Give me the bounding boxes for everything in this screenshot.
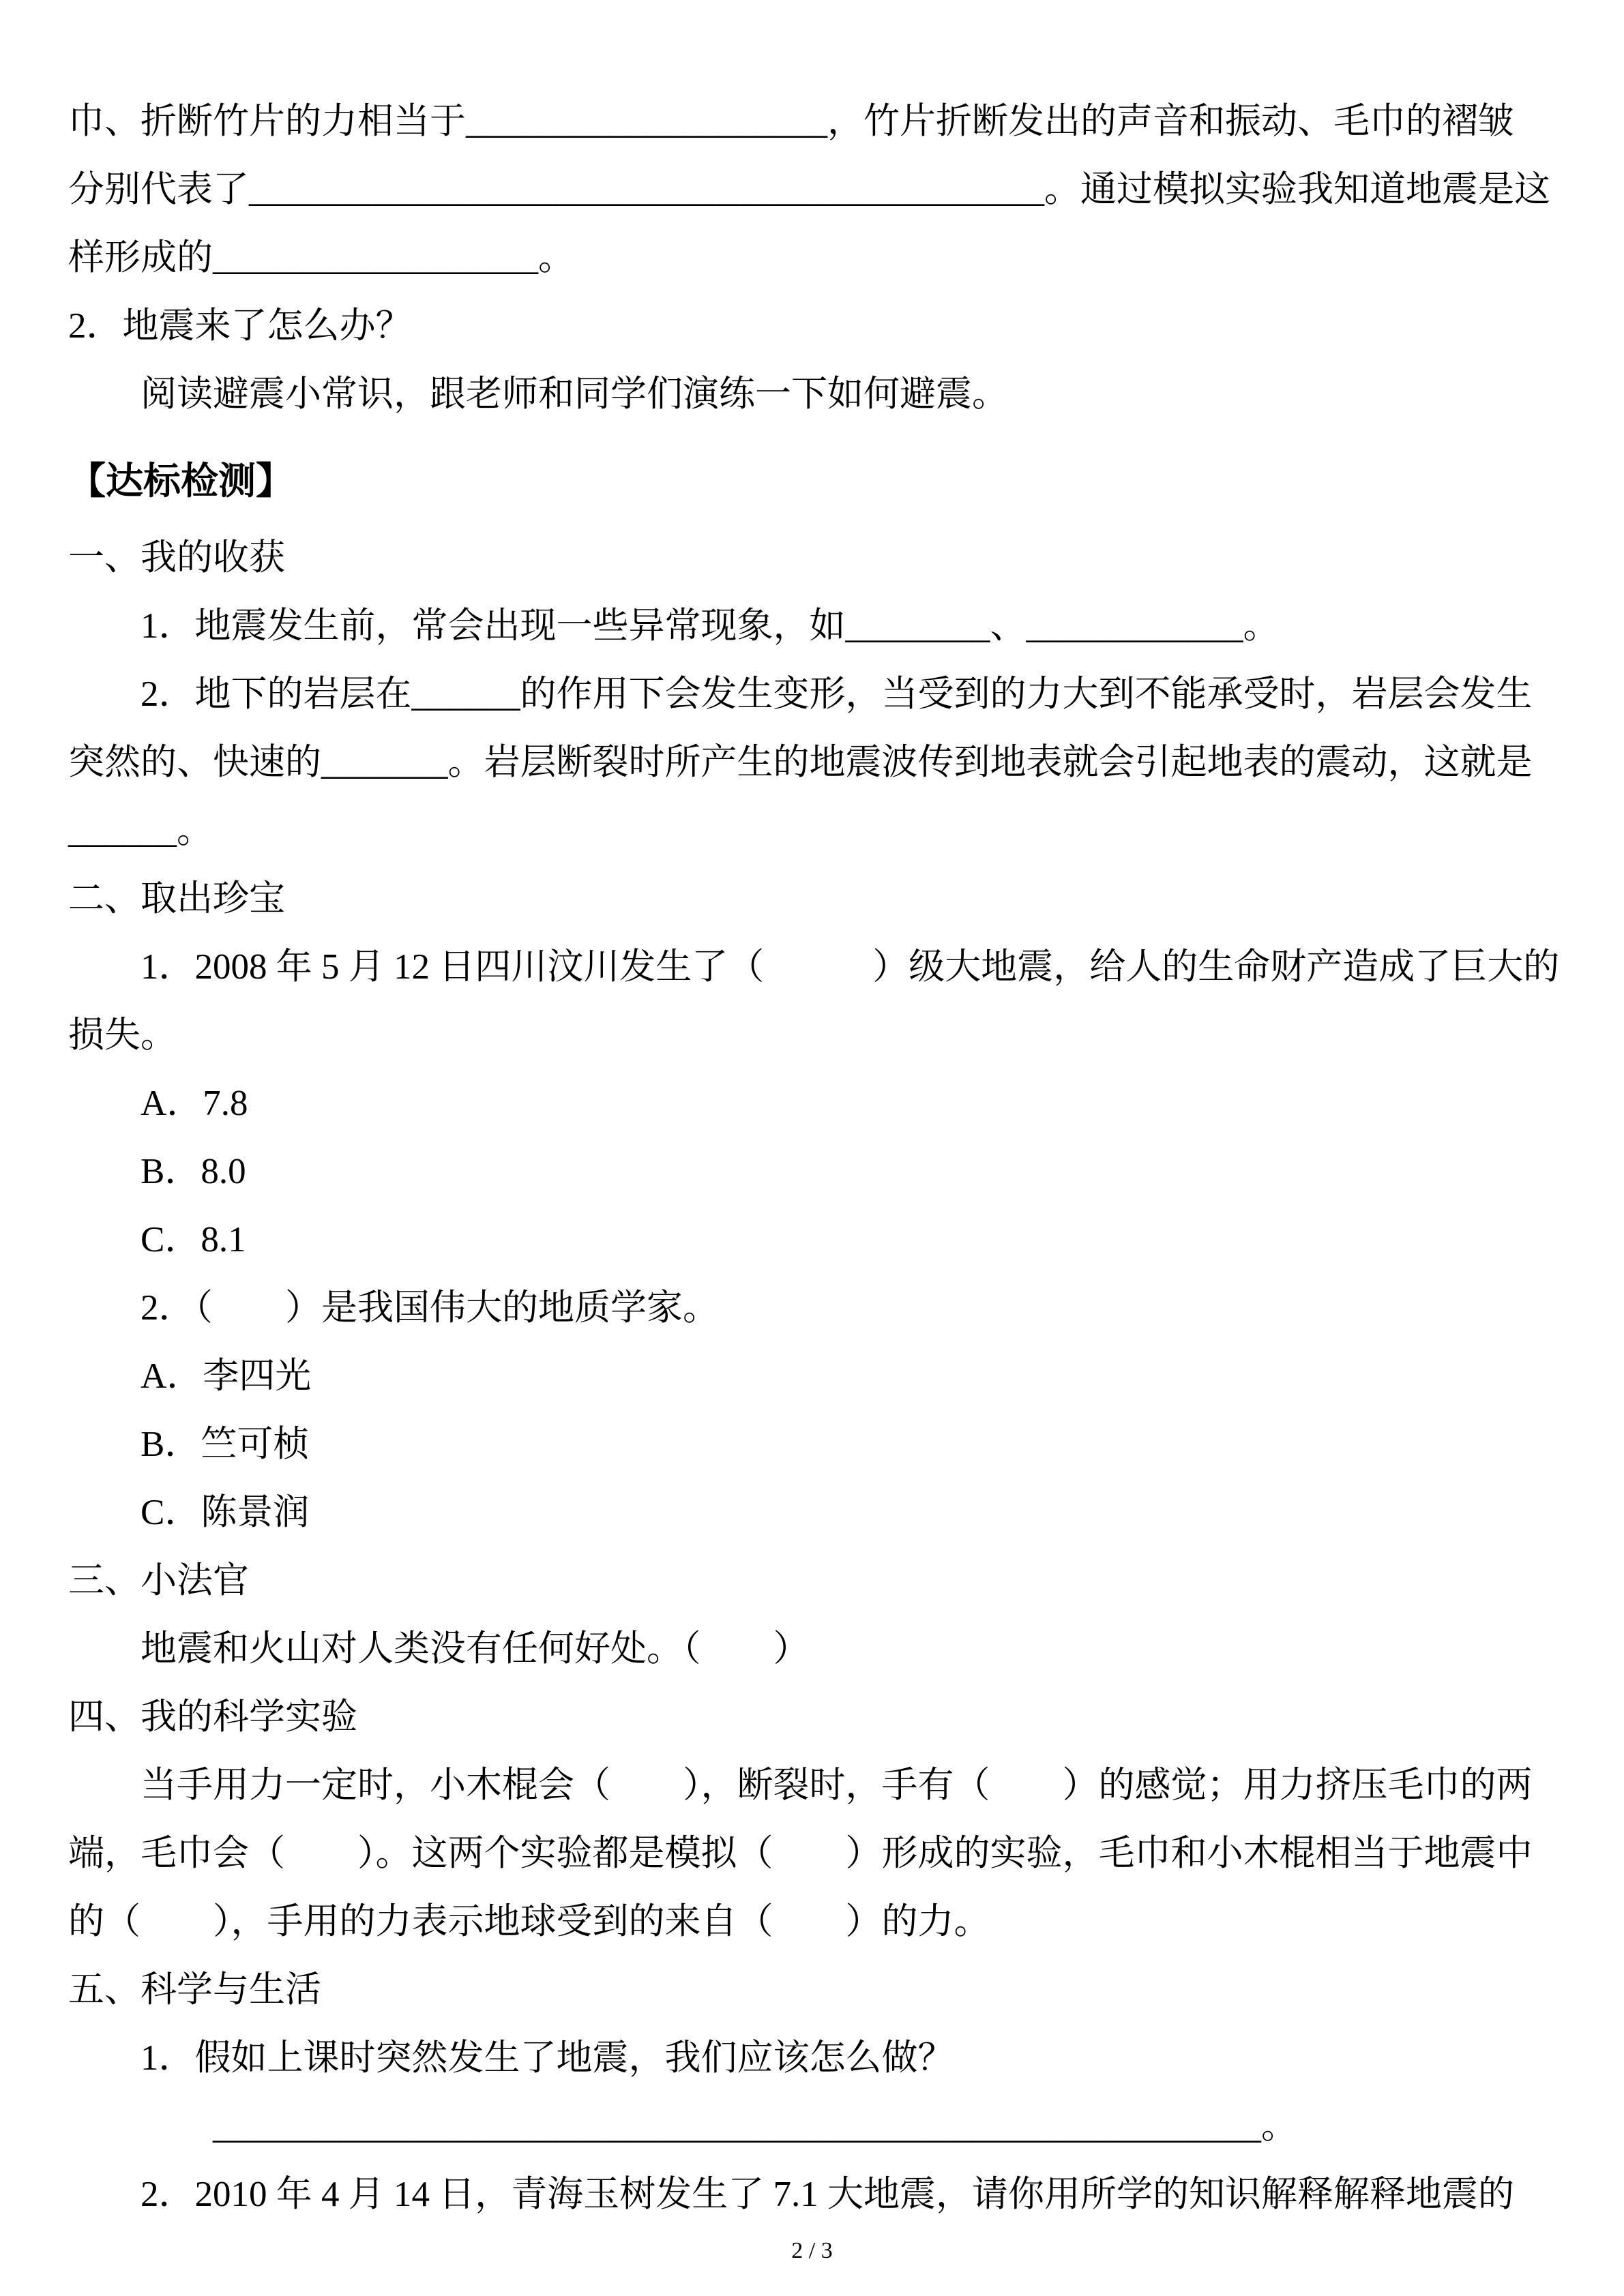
- section-4-line-2: 端，毛巾会（ ）。这两个实验都是模拟（ ）形成的实验，毛巾和小木棍相当于地震中: [68, 1834, 1533, 1873]
- section-4-line-3: 的（ ），手用的力表示地球受到的来自（ ）的力。: [68, 1902, 990, 1941]
- section-1-question-2-line-2: 突然的、快速的_______。岩层断裂时所产生的地震波传到地表就会引起地表的震动，这就是: [68, 743, 1533, 782]
- continued-paragraph-line-2: 分别代表了____________________________________________。通过模拟实验我知道地震是这: [68, 170, 1550, 209]
- section-4-line-1: 当手用力一定时，小木棍会（ ），断裂时，手有（ ）的感觉；用力挤压毛巾的两: [141, 1765, 1533, 1805]
- continued-paragraph-line-3: 样形成的__________________。: [68, 238, 574, 278]
- section-2-question-1-line-2: 损失。: [68, 1015, 177, 1055]
- activity-2-title: 2．地震来了怎么办？: [68, 306, 412, 346]
- section-3-heading: 三、小法官: [68, 1561, 249, 1600]
- activity-2-instruction: 阅读避震小常识，跟老师和同学们演练一下如何避震。: [141, 374, 1008, 414]
- section-2-question-1-option-b: B．8.0: [141, 1152, 246, 1191]
- section-1-question-2-line-1: 2．地下的岩层在______的作用下会发生变形，当受到的力大到不能承受时，岩层会发生: [141, 674, 1533, 714]
- section-2-question-1-line-1: 1．2008 年 5 月 12 日四川汶川发生了（ ）级大地震，给人的生命财产造成了巨大的: [141, 947, 1560, 987]
- section-3-statement: 地震和火山对人类没有任何好处。（ ）: [141, 1629, 810, 1669]
- section-1-heading: 一、我的收获: [68, 538, 285, 578]
- section-2-question-2-option-a: A．李四光: [141, 1356, 312, 1396]
- section-2-question-2: 2．（ ）是我国伟大的地质学家。: [141, 1288, 719, 1328]
- page-number: 2 / 3: [791, 2238, 833, 2263]
- checkpoint-heading: 【达标检测】: [68, 460, 294, 502]
- section-2-question-1-option-a: A．7.8: [141, 1084, 248, 1123]
- section-5-question-1-answer-blank: __________________________________________________________。: [213, 2106, 1297, 2146]
- section-1-question-2-line-3: ______。: [68, 811, 213, 850]
- section-2-question-2-option-b: B．竺可桢: [141, 1425, 310, 1464]
- section-2-question-2-option-c: C．陈景润: [141, 1493, 310, 1532]
- section-5-question-2-line-1: 2．2010 年 4 月 14 日，青海玉树发生了 7.1 大地震，请你用所学的知识解释解释地震的: [141, 2175, 1514, 2214]
- section-5-heading: 五、科学与生活: [68, 1970, 321, 2010]
- section-1-question-1: 1．地震发生前，常会出现一些异常现象，如________、____________。: [141, 606, 1280, 646]
- continued-paragraph-line-1: 巾、折断竹片的力相当于____________________，竹片折断发出的声音和振动、毛巾的褶皱: [68, 102, 1514, 141]
- section-2-question-1-option-c: C．8.1: [141, 1220, 246, 1259]
- section-4-heading: 四、我的科学实验: [68, 1697, 357, 1737]
- section-2-heading: 二、取出珍宝: [68, 879, 285, 919]
- section-5-question-1: 1．假如上课时突然发生了地震，我们应该怎么做？: [141, 2038, 954, 2078]
